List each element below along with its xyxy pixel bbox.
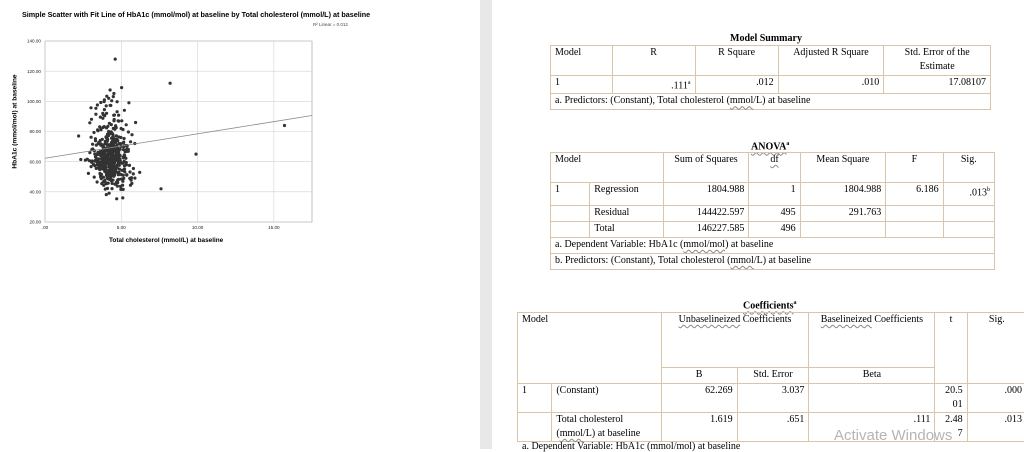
data-point xyxy=(105,182,108,185)
table-cell xyxy=(943,222,994,238)
chart-pane xyxy=(0,0,480,449)
data-point xyxy=(102,126,105,129)
y-tick-label: 40.00 xyxy=(29,189,41,195)
data-point xyxy=(105,169,108,172)
data-point xyxy=(117,157,120,160)
header-cell: R Square xyxy=(695,46,778,76)
data-point xyxy=(94,155,97,158)
data-point xyxy=(92,163,95,166)
table-footnote: a. Dependent Variable: HbA1c (mmol/mol) at baseline xyxy=(551,238,995,254)
table-cell xyxy=(886,206,943,222)
data-point xyxy=(124,150,127,153)
data-point xyxy=(106,157,109,160)
data-point xyxy=(122,177,125,180)
header-cell: Model xyxy=(518,313,662,384)
data-point xyxy=(123,164,126,167)
y-tick-label: 120.00 xyxy=(26,68,41,74)
data-point xyxy=(117,171,120,174)
header-cell: F xyxy=(886,153,943,183)
header-cell: Std. Error xyxy=(737,368,809,384)
data-point xyxy=(123,153,126,156)
x-tick-label: 5.00 xyxy=(116,225,126,230)
header-cell: t xyxy=(935,313,967,384)
data-point xyxy=(114,149,117,152)
y-axis-title: HbA1c (mmol/mol) at baseline xyxy=(11,74,19,169)
table-cell: .111 xyxy=(809,413,935,442)
header-cell: Model xyxy=(551,153,664,183)
header-cell: Adjusted R Square xyxy=(778,46,884,76)
header-cell: Sig. xyxy=(967,313,1024,384)
table-cell: .012 xyxy=(695,76,778,94)
data-point xyxy=(99,167,102,170)
data-point xyxy=(99,101,102,104)
data-point xyxy=(105,104,108,107)
data-point xyxy=(99,116,102,119)
header-cell: Std. Error of the Estimate xyxy=(884,46,991,76)
header-cell: df xyxy=(749,153,800,183)
table-cell: .111$^a$ xyxy=(612,76,695,94)
data-point xyxy=(108,192,111,195)
data-point xyxy=(108,132,111,135)
table-cell: .651 xyxy=(737,413,809,442)
data-point xyxy=(116,100,119,103)
data-point xyxy=(117,149,120,152)
data-point xyxy=(127,150,130,153)
data-point xyxy=(117,119,120,122)
data-point xyxy=(118,161,121,164)
table-cell xyxy=(943,206,994,222)
data-point xyxy=(88,121,91,124)
data-point xyxy=(129,140,132,143)
data-point xyxy=(134,121,137,124)
data-point xyxy=(99,154,102,157)
table-cell: 1804.988 xyxy=(663,183,749,206)
table-cell xyxy=(551,206,590,222)
data-point xyxy=(105,193,108,196)
table-cell: 1 xyxy=(749,183,800,206)
data-point xyxy=(127,130,130,133)
data-point xyxy=(94,107,97,110)
table-cell xyxy=(886,222,943,238)
data-point xyxy=(121,196,124,199)
data-point xyxy=(128,164,131,167)
data-point xyxy=(110,187,113,190)
table-cell: 1 xyxy=(551,183,590,206)
data-point xyxy=(169,82,172,85)
data-point xyxy=(283,124,286,127)
data-point xyxy=(111,162,114,165)
data-point xyxy=(123,137,126,140)
table-cell: .010 xyxy=(778,76,884,94)
data-point xyxy=(130,182,133,185)
data-point xyxy=(112,114,115,117)
data-point xyxy=(130,133,133,136)
header-cell: Sig. xyxy=(943,153,994,183)
table-cell: 1804.988 xyxy=(800,183,886,206)
x-axis-title: Total cholesterol (mmol/L) at baseline xyxy=(109,237,224,244)
table-cell: 146227.585 xyxy=(663,222,749,238)
table-cell: 6.186 xyxy=(886,183,943,206)
data-point xyxy=(121,128,124,131)
data-point xyxy=(122,161,125,164)
data-point xyxy=(117,135,120,138)
data-point xyxy=(104,154,107,157)
data-point xyxy=(113,159,116,162)
coefficients-table xyxy=(517,312,1024,442)
data-point xyxy=(102,176,105,179)
header-cell: R xyxy=(612,46,695,76)
data-point xyxy=(113,118,116,121)
data-point xyxy=(91,143,94,146)
data-point xyxy=(100,162,103,165)
data-point xyxy=(120,86,123,89)
data-point xyxy=(104,188,107,191)
data-point xyxy=(107,97,110,100)
table-cell: 17.08107 xyxy=(884,76,991,94)
data-point xyxy=(100,182,103,185)
header-cell: B xyxy=(661,368,737,384)
data-point xyxy=(93,176,96,179)
table-cell: .000 xyxy=(967,384,1024,413)
table-cell: 20.5 01 xyxy=(935,384,967,413)
table-footnote: b. Predictors: (Constant), Total cholesterol (mmol/L) at baseline xyxy=(551,254,995,270)
y-tick-label: 60.00 xyxy=(29,159,41,165)
data-point xyxy=(114,58,117,61)
data-point xyxy=(90,118,93,121)
table-cell: 495 xyxy=(749,206,800,222)
data-point xyxy=(120,119,123,122)
table-cell: 62.269 xyxy=(661,384,737,413)
row-label: Residual xyxy=(590,206,663,222)
data-point xyxy=(94,139,97,142)
data-point xyxy=(115,165,118,168)
chart-title: Simple Scatter with Fit Line of HbA1c (mmol/mol) at baseline by Total cholesterol (mmol/L) at baseline xyxy=(22,10,371,19)
data-point xyxy=(125,123,128,126)
data-point xyxy=(107,161,110,164)
data-point xyxy=(116,110,119,113)
data-point xyxy=(98,125,101,128)
data-point xyxy=(125,174,128,177)
table-cell: 496 xyxy=(749,222,800,238)
data-point xyxy=(110,154,113,157)
data-point xyxy=(123,109,126,112)
table-cell: 2.48 7 xyxy=(935,413,967,442)
y-tick-label: 20.00 xyxy=(29,219,41,225)
y-tick-label: 140.00 xyxy=(26,38,41,44)
model-summary-table xyxy=(550,45,991,110)
model-summary-title: Model Summary xyxy=(730,33,802,44)
data-point xyxy=(89,106,92,109)
data-point xyxy=(99,175,102,178)
table-cell: 1 xyxy=(551,76,613,94)
data-point xyxy=(124,157,127,160)
data-point xyxy=(112,92,115,95)
data-point xyxy=(109,104,112,107)
table-cell: 3.037 xyxy=(737,384,809,413)
anova-title: ANOVA$^a$ xyxy=(751,141,790,153)
data-point xyxy=(119,142,122,145)
data-point xyxy=(86,158,89,161)
data-point xyxy=(112,95,115,98)
data-point xyxy=(128,170,131,173)
data-point xyxy=(117,114,120,117)
data-point xyxy=(110,141,113,144)
x-tick-label: 10.00 xyxy=(191,225,204,230)
data-point xyxy=(122,141,125,144)
data-point xyxy=(90,136,93,139)
data-point xyxy=(120,188,123,191)
data-point xyxy=(194,153,197,156)
table-cell: 1.619 xyxy=(661,413,737,442)
data-point xyxy=(110,99,113,102)
row-label: Regression xyxy=(590,183,663,206)
data-point xyxy=(125,161,128,164)
page-divider xyxy=(480,0,492,449)
data-point xyxy=(110,179,113,182)
data-point xyxy=(87,172,90,175)
data-point xyxy=(113,128,116,131)
data-point xyxy=(95,144,98,147)
data-point xyxy=(127,101,130,104)
table-cell xyxy=(518,413,552,442)
row-label: Total cholesterol (mmol/L) at baseline xyxy=(552,413,661,442)
coefficients-title: Coefficients$^a$ xyxy=(743,300,797,312)
y-tick-label: 100.00 xyxy=(26,98,41,104)
header-cell: Mean Square xyxy=(800,153,886,183)
table-cell: .013 xyxy=(967,413,1024,442)
data-point xyxy=(113,173,116,176)
data-point xyxy=(118,168,121,171)
data-point xyxy=(108,122,111,125)
table-cell: 291.763 xyxy=(800,206,886,222)
scatter-plot xyxy=(0,0,480,449)
header-cell: Beta xyxy=(809,368,935,384)
data-point xyxy=(96,129,99,132)
data-point xyxy=(90,159,93,162)
table-cell: .013$^b$ xyxy=(943,183,994,206)
header-cell: Sum of Squares xyxy=(663,153,749,183)
data-point xyxy=(115,181,118,184)
data-point xyxy=(103,98,106,101)
data-point xyxy=(112,169,115,172)
data-point xyxy=(77,134,80,137)
data-point xyxy=(121,180,124,183)
data-point xyxy=(120,173,123,176)
header-cell: Unbaselineized Coefficients xyxy=(661,313,809,368)
table-cell xyxy=(551,222,590,238)
data-point xyxy=(94,113,97,116)
row-label: Total xyxy=(590,222,663,238)
data-point xyxy=(159,187,162,190)
data-point xyxy=(97,141,100,144)
data-point xyxy=(102,144,105,147)
data-point xyxy=(105,176,108,179)
coefficients-footnote: a. Dependent Variable: HbA1c (mmol/mol) at baseline xyxy=(522,441,741,452)
table-footnote: a. Predictors: (Constant), Total cholesterol (mmol/L) at baseline xyxy=(551,94,991,110)
table-cell xyxy=(809,384,935,413)
data-point xyxy=(132,167,135,170)
x-tick-label: 15.00 xyxy=(268,225,280,230)
y-tick-label: 80.00 xyxy=(29,129,41,135)
data-point xyxy=(92,131,95,134)
data-point xyxy=(115,197,118,200)
data-point xyxy=(103,108,106,111)
data-point xyxy=(128,177,131,180)
data-point xyxy=(106,137,109,140)
data-point xyxy=(133,177,136,180)
data-point xyxy=(96,103,99,106)
table-cell xyxy=(800,222,886,238)
chart-legend: R² Linear = 0.012 xyxy=(313,22,348,27)
data-point xyxy=(94,160,97,163)
table-cell: 1 xyxy=(518,384,552,413)
data-point xyxy=(114,154,117,157)
data-point xyxy=(101,112,104,115)
data-point xyxy=(109,167,112,170)
header-cell: Baselineized Coefficients xyxy=(809,313,935,368)
header-cell: Model xyxy=(551,46,613,76)
data-point xyxy=(106,125,109,128)
x-tick-label: .00 xyxy=(41,225,49,230)
data-point xyxy=(132,172,135,175)
row-label: (Constant) xyxy=(552,384,661,413)
data-point xyxy=(96,180,99,183)
data-point xyxy=(105,112,108,115)
activate-windows-watermark: Activate Windows xyxy=(834,427,953,444)
table-cell: 144422.597 xyxy=(663,206,749,222)
anova-table xyxy=(550,152,995,270)
data-point xyxy=(138,171,141,174)
data-point xyxy=(79,158,82,161)
data-point xyxy=(109,88,112,91)
